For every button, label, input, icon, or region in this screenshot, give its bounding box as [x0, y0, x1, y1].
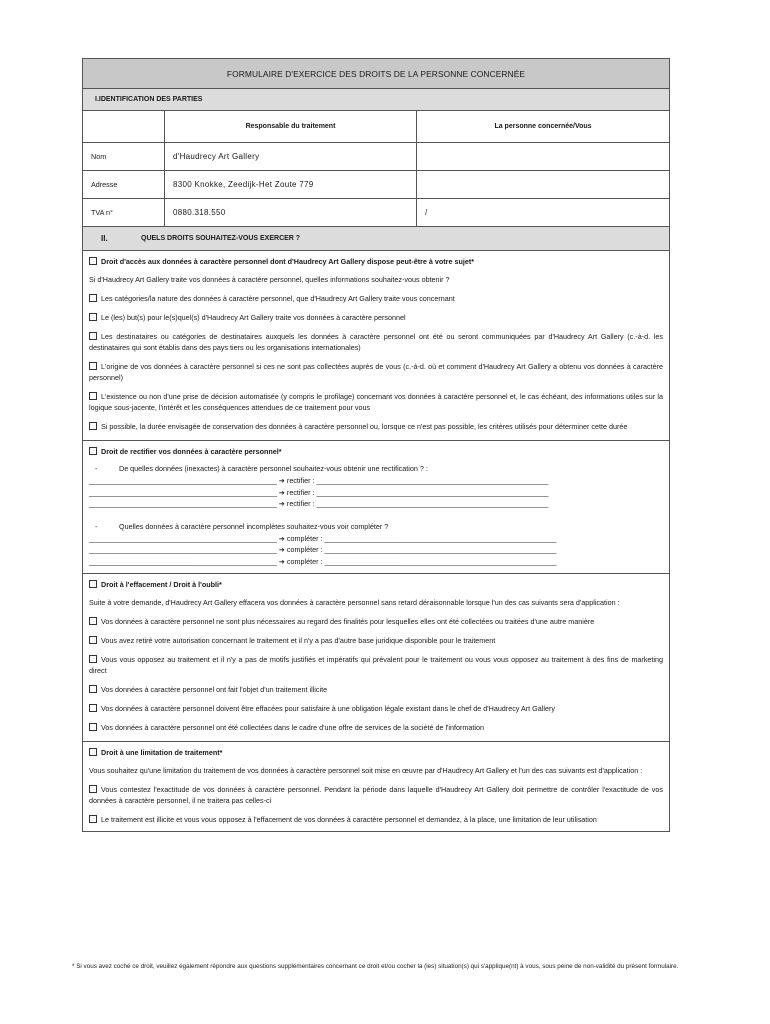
option-text: Vos données à caractère personnel doivent être effacées pour satisfaire à une obligation légale existant dans le chef de d'Haudrecy Art Gallery [101, 704, 555, 713]
responsable-value: 0880.318.550 [165, 199, 417, 226]
checkbox[interactable] [89, 313, 97, 321]
block-title: Droit à une limitation de traitement* [101, 748, 223, 757]
option-text: Les destinataires ou catégories de destinataires auxquels les données à caractère personnel ont été ou seront communiquées par d'Haudrecy Art Gallery (c.-à-d. les destinataires qui sont établis dans des pays tiers ou les organisations internationales) [89, 332, 663, 352]
block-intro: Si d'Haudrecy Art Gallery traite vos données à caractère personnel, quelles informations souhaitez-vous obtenir ? [89, 275, 450, 284]
block-title: Droit d'accès aux données à caractère personnel dont d'Haudrecy Art Gallery dispose peut-être à votre sujet* [101, 257, 475, 266]
col-responsable: Responsable du traitement [165, 111, 417, 142]
question: De quelles données (inexactes) à caractère personnel souhaitez-vous obtenir une rectification ? : [119, 464, 428, 473]
checkbox[interactable] [89, 580, 97, 588]
option-text: Les catégories/la nature des données à caractère personnel, que d'Haudrecy Art Gallery traite vous concernant [101, 294, 455, 303]
table-row [83, 171, 669, 199]
rectify-line[interactable]: _______________________________________________ ➔ rectifier : __________________________________________________________ [89, 487, 549, 497]
section-number: I. [95, 96, 99, 103]
checkbox[interactable] [89, 655, 97, 663]
col-personne: La personne concernée/Vous [494, 123, 592, 130]
block-title: Droit à l'effacement / Droit à l'oubli* [101, 580, 222, 589]
option-text: Vous contestez l'exactitude de vos données à caractère personnel. Pendant la période dans laquelle d'Haudrecy Art Gallery doit permettre de contrôler l'exactitude de vos données à caractère personnel, il ne traitera pas celles-ci [89, 785, 663, 805]
option-text: Vos données à caractère personnel ne sont plus nécessaires au regard des finalités pour lesquelles elles ont été collectées ou traitées d'une autre manière [101, 617, 595, 626]
checkbox[interactable] [89, 392, 97, 400]
footnote: * Si vous avez coché ce droit, veuillez également répondre aux questions supplémentaires concernant ce droit et/ou cocher la (les) situation(s) qui s'applique(nt) à vous, sous peine de non-validité du présent formulaire. [72, 963, 679, 970]
option-text: L'origine de vos données à caractère personnel si ces ne sont pas collectées auprès de vous (c.-à-d. où et comment d'Haudrecy Art Gallery a obtenu vos données à caractère personnel) [89, 362, 663, 382]
row-label: Nom [83, 143, 165, 170]
checkbox[interactable] [89, 332, 97, 340]
block-limitation [83, 742, 669, 831]
option-text: Si possible, la durée envisagée de conservation des données à caractère personnel ou, lorsque ce n'est pas possible, les critères utilisés pour déterminer cette durée [101, 422, 628, 431]
option-text: Vous vous opposez au traitement et il n'y a pas de motifs justifiés et impératifs qui prévalent pour le traitement ou vous vous opposez au traitement à des fins de marketing direct [89, 655, 663, 675]
rectify-line[interactable]: _______________________________________________ ➔ rectifier : __________________________________________________________ [89, 476, 549, 485]
checkbox[interactable] [89, 294, 97, 302]
section-droits [83, 227, 669, 251]
rights-form [82, 58, 670, 832]
checkbox[interactable] [89, 704, 97, 712]
option-text: Vous avez retiré votre autorisation concernant le traitement et il n'y a pas d'autre base juridique disponible pour le traitement [101, 636, 496, 645]
checkbox[interactable] [89, 636, 97, 644]
section-number: II. [101, 234, 108, 243]
option-text: Vos données à caractère personnel ont fait l'objet d'un traitement illicite [101, 685, 328, 694]
personne-field[interactable] [417, 143, 669, 170]
checkbox[interactable] [89, 785, 97, 793]
checkbox[interactable] [89, 422, 97, 430]
checkbox[interactable] [89, 447, 97, 455]
section-identification [83, 89, 669, 111]
table-row [83, 199, 669, 227]
option-text: Vos données à caractère personnel ont été collectées dans le cadre d'une offre de services de la société de l'information [101, 723, 484, 732]
checkbox[interactable] [89, 748, 97, 756]
rectify-line[interactable]: _______________________________________________ ➔ rectifier : __________________________________________________________ [89, 499, 549, 508]
option-text: Le (les) but(s) pour le(s)quel(s) d'Haudrecy Art Gallery traite vos données à caractère personnel [101, 313, 406, 322]
option-text: L'existence ou non d'une prise de décision automatisée (y compris le profilage) concernant vos données à caractère personnel et, le cas échéant, des informations utiles sur la logique sous-jacente, l'intérêt et les conséquences attendues de ce traitement pour vous [89, 392, 663, 412]
block-intro: Vous souhaitez qu'une limitation du traitement de vos données à caractère personnel soit mise en œuvre par d'Haudrecy Art Gallery et l'un des cas suivants est d'application : [89, 766, 643, 775]
row-label: TVA n° [83, 199, 165, 226]
personne-field[interactable] [417, 171, 669, 198]
table-row [83, 143, 669, 171]
form-title: FORMULAIRE D'EXERCICE DES DROITS DE LA PERSONNE CONCERNÉE [83, 59, 669, 89]
section-label: QUELS DROITS SOUHAITEZ-VOUS EXERCER ? [141, 235, 301, 242]
block-intro: Suite à votre demande, d'Haudrecy Art Gallery effacera vos données à caractère personnel sans retard déraisonnable lorsque l'un des cas suivants sera d'application : [89, 598, 620, 607]
block-title: Droit de rectifier vos données à caractère personnel* [101, 447, 282, 456]
checkbox[interactable] [89, 685, 97, 693]
section-label: IDENTIFICATION DES PARTIES [98, 96, 203, 103]
block-acces [83, 251, 669, 441]
block-rectifier: Droit de rectifier vos données à caractère personnel* - De quelles données (inexactes) à caractère personnel souhaitez-vous obtenir une rectification ? : _______________________________________________ ➔ rectifier : __________________________________________________________ _______________________________________________ ➔ rectifier : __________________________________________________________ _______________________________________________ ➔ rectifier : __________________________________________________________ - Quelles données à caractère personnel incomplètes souhaitez-vous voir compléter ? _______________________________________________ ➔ compléter : __________________________________________________________ _______________________________________________ ➔ compléter : __________________________________________________________ _______________________________________________ ➔ compléter : __________________________________________________________ [83, 441, 669, 574]
personne-field[interactable]: / [425, 208, 428, 217]
checkbox[interactable] [89, 723, 97, 731]
block-effacement [83, 574, 669, 742]
responsable-value: 8300 Knokke, Zeedijk-Het Zoute 779 [165, 171, 417, 198]
option-text: Le traitement est illicite et vous vous opposez à l'effacement de vos données à caractère personnel et demandez, à la place, une limitation de leur utilisation [101, 815, 597, 824]
row-label: Adresse [83, 171, 165, 198]
checkbox[interactable] [89, 617, 97, 625]
table-header [83, 111, 669, 143]
complete-line[interactable]: _______________________________________________ ➔ compléter : __________________________________________________________ [89, 556, 557, 566]
complete-line[interactable]: _______________________________________________ ➔ compléter : __________________________________________________________ [89, 533, 557, 543]
checkbox[interactable] [89, 362, 97, 370]
question: Quelles données à caractère personnel incomplètes souhaitez-vous voir compléter ? [119, 521, 389, 531]
responsable-value: d'Haudrecy Art Gallery [165, 143, 417, 170]
checkbox[interactable] [89, 815, 97, 823]
complete-line[interactable]: _______________________________________________ ➔ compléter : __________________________________________________________ [89, 545, 557, 554]
checkbox[interactable] [89, 257, 97, 265]
